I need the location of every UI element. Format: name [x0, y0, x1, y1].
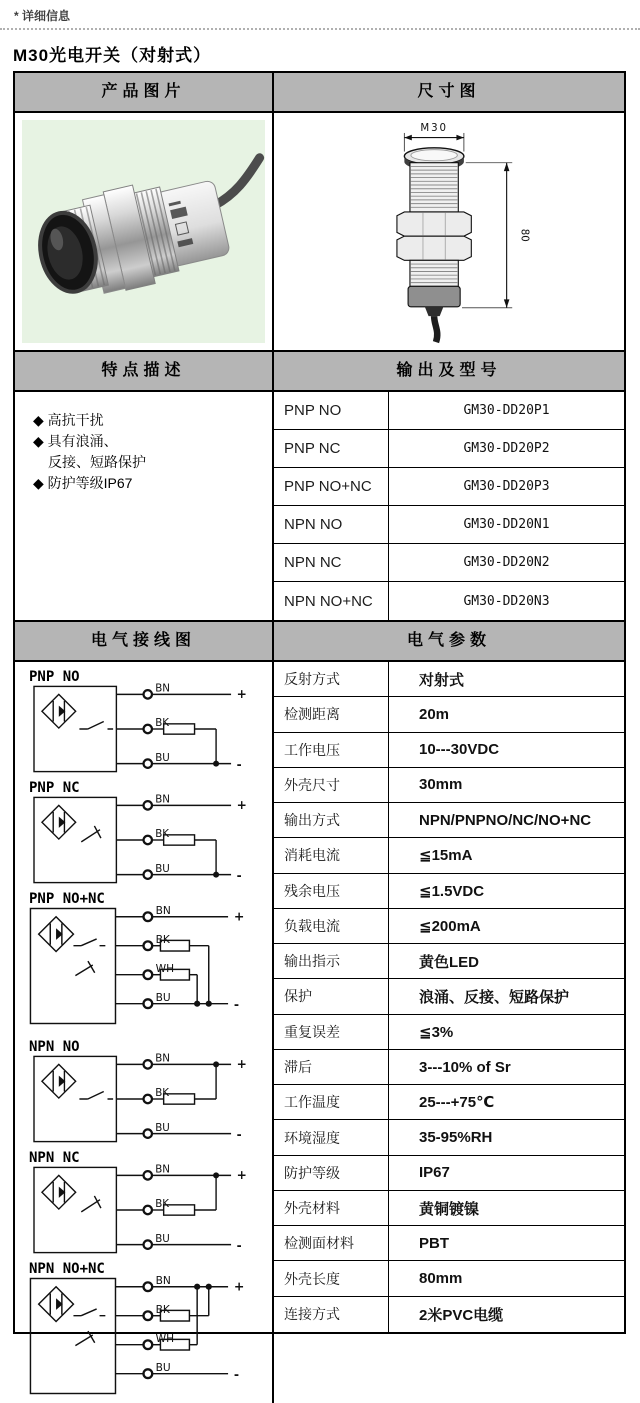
param-label: 检测面材料 [274, 1226, 389, 1260]
wire-label-bn: BN [155, 1052, 170, 1065]
wire-label-bu: BU [155, 751, 170, 764]
param-row [274, 944, 624, 979]
param-value: 黄色LED [419, 953, 480, 971]
param-label: 保护 [274, 979, 389, 1013]
wire-label-bk: BK [155, 717, 170, 730]
product-photo-cell [15, 113, 274, 350]
param-label: 输出方式 [274, 803, 389, 837]
param-row [274, 1297, 624, 1332]
wire-label-bk: BK [155, 1302, 170, 1316]
header-product-image: 产品图片 [15, 73, 274, 111]
feature-line: 反接、短路保护 [48, 454, 146, 470]
wiring-title: PNP NO+NC [29, 891, 105, 907]
param-row [274, 874, 624, 909]
param-label: 环境湿度 [274, 1120, 389, 1154]
wiring-params-row [15, 662, 624, 1382]
model-number: GM30-DD20P1 [463, 403, 550, 418]
model-row [274, 392, 624, 430]
param-label: 外壳长度 [274, 1261, 389, 1295]
param-label: 残余电压 [274, 874, 389, 908]
polarity-plus: + [236, 687, 247, 702]
param-label: 工作电压 [274, 733, 389, 767]
param-row [274, 1261, 624, 1296]
polarity-minus: - [233, 1366, 240, 1382]
param-value: 30mm [419, 776, 463, 794]
wire-label-bn: BN [155, 793, 170, 806]
param-label: 工作温度 [274, 1085, 389, 1119]
wiring-title: PNP NC [29, 780, 80, 796]
feature-line: ◆ 防护等级IP67 [33, 475, 133, 491]
param-label: 重复误差 [274, 1015, 389, 1049]
param-value: ≦200mA [419, 917, 481, 935]
model-output: NPN NC [274, 544, 389, 581]
param-value: 2米PVC电缆 [419, 1306, 504, 1324]
param-label: 检测距离 [274, 697, 389, 731]
param-label: 连接方式 [274, 1297, 389, 1332]
wiring-title: NPN NC [29, 1150, 80, 1166]
param-value: 35-95%RH [419, 1129, 493, 1147]
param-value: 对射式 [419, 671, 465, 689]
features-models-row [15, 392, 624, 620]
param-label: 外壳材料 [274, 1191, 389, 1225]
features-list [15, 392, 274, 620]
polarity-plus: + [236, 1168, 247, 1183]
param-row [274, 662, 624, 697]
param-label: 外壳尺寸 [274, 768, 389, 802]
polarity-plus: + [233, 908, 245, 924]
param-value: ≦15mA [419, 847, 473, 865]
feature-line: ◆ 高抗干扰 [33, 412, 104, 428]
param-row [274, 1050, 624, 1085]
param-value: ≦3% [419, 1023, 454, 1041]
header-features: 特点描述 [15, 352, 274, 390]
param-row [274, 838, 624, 873]
product-photo [22, 120, 265, 343]
model-output: PNP NC [274, 430, 389, 467]
circuit-npn-nc [29, 1163, 259, 1254]
wire-label-bu: BU [155, 1121, 170, 1134]
param-label: 滞后 [274, 1050, 389, 1084]
wire-label-bu: BU [155, 990, 171, 1004]
diameter-dim-label: M30 [420, 123, 448, 135]
wire-label-bu: BU [155, 862, 170, 875]
wiring-title: PNP NO [29, 669, 80, 685]
polarity-minus: - [236, 868, 242, 883]
wire-label-wh: WH [155, 1331, 175, 1345]
polarity-plus: + [236, 798, 247, 813]
param-row [274, 1156, 624, 1191]
wiring-diagram-npn-nc [29, 1151, 272, 1259]
polarity-minus: - [236, 1127, 242, 1142]
model-number: GM30-DD20N3 [463, 593, 550, 609]
param-row [274, 1191, 624, 1226]
model-row [274, 544, 624, 582]
param-value: 3---10% of Sr [419, 1058, 511, 1076]
header-wiring: 电气接线图 [15, 622, 274, 660]
model-output: NPN NO+NC [274, 582, 389, 620]
model-row [274, 582, 624, 620]
wiring-diagram-pnp-nc [29, 781, 272, 889]
wiring-diagram-pnp-no [29, 670, 272, 778]
header-params: 电气参数 [406, 632, 491, 649]
param-row [274, 1226, 624, 1261]
param-label: 消耗电流 [274, 838, 389, 872]
param-label: 防护等级 [274, 1156, 389, 1190]
wiring-diagram-npn-nonc [29, 1262, 272, 1400]
model-row [274, 468, 624, 506]
feature-line: ◆ 具有浪涌、 [33, 433, 118, 449]
wire-label-bu: BU [155, 1232, 170, 1245]
model-number: GM30-DD20P3 [463, 479, 550, 494]
param-label: 输出指示 [274, 944, 389, 978]
circuit-pnp-nonc [29, 903, 259, 1025]
param-value: 10---30VDC [419, 741, 500, 759]
param-row [274, 697, 624, 732]
circuit-npn-nonc [29, 1273, 259, 1395]
circuit-pnp-nc [29, 793, 259, 884]
wire-label-bk: BK [155, 1198, 170, 1211]
model-output: NPN NO [274, 506, 389, 543]
param-row [274, 979, 624, 1014]
dotted-divider [0, 28, 640, 30]
wire-label-bn: BN [155, 903, 171, 917]
media-row [15, 113, 624, 350]
header-models: 输出及型号 [396, 362, 502, 379]
param-value: 25---+75℃ [419, 1094, 495, 1112]
param-value: IP67 [419, 1164, 450, 1182]
model-number: GM30-DD20N2 [463, 555, 550, 570]
wire-label-bn: BN [155, 682, 170, 695]
wire-label-bn: BN [155, 1273, 171, 1287]
param-value: 浪涌、反接、短路保护 [419, 988, 570, 1006]
header-dimension: 尺寸图 [417, 83, 481, 100]
param-label: 负载电流 [274, 909, 389, 943]
wire-label-bk: BK [155, 1087, 170, 1100]
wiring-diagram-pnp-nonc [29, 892, 272, 1030]
wire-label-bk: BK [155, 932, 170, 946]
param-row [274, 1120, 624, 1155]
params-table [274, 662, 624, 1332]
circuit-pnp-no [29, 682, 259, 773]
dimension-drawing-cell [274, 113, 624, 350]
param-row [274, 1015, 624, 1050]
wire-label-bn: BN [155, 1163, 170, 1176]
wiring-diagram-npn-no [29, 1040, 272, 1148]
wiring-diagrams [15, 662, 274, 1403]
polarity-plus: + [233, 1278, 245, 1294]
param-value: NPN/PNPNO/NC/NO+NC [419, 811, 592, 829]
param-value: PBT [419, 1234, 449, 1252]
model-row [274, 506, 624, 544]
page-title: M30光电开关（对射式） [13, 46, 212, 65]
polarity-minus: - [236, 1238, 242, 1253]
wiring-title: NPN NO [29, 1039, 80, 1055]
param-row [274, 909, 624, 944]
model-output: PNP NO [274, 392, 389, 429]
spec-table [13, 71, 626, 1382]
header-row-media [15, 73, 624, 113]
polarity-minus: - [233, 996, 240, 1012]
param-row [274, 733, 624, 768]
wire-label-wh: WH [155, 961, 175, 975]
polarity-plus: + [236, 1057, 247, 1072]
param-value: 80mm [419, 1270, 463, 1288]
header-row-features [15, 350, 624, 392]
model-output: PNP NO+NC [274, 468, 389, 505]
models-table [274, 392, 624, 620]
length-dim-label: 80 [518, 228, 530, 242]
model-number: GM30-DD20P2 [463, 441, 550, 456]
circuit-npn-no [29, 1052, 259, 1143]
model-number: GM30-DD20N1 [463, 517, 550, 532]
wiring-title: NPN NO+NC [29, 1261, 105, 1277]
wire-label-bk: BK [155, 828, 170, 841]
param-value: 黄铜镀镍 [419, 1200, 480, 1218]
param-row [274, 803, 624, 838]
polarity-minus: - [236, 757, 242, 772]
param-value: 20m [419, 705, 450, 723]
param-label: 反射方式 [274, 662, 389, 696]
param-row [274, 1085, 624, 1120]
param-value: ≦1.5VDC [419, 882, 485, 900]
param-row [274, 768, 624, 803]
header-row-electrical [15, 620, 624, 662]
detail-info-note: * 详细信息 [14, 9, 71, 23]
dimension-drawing [341, 119, 557, 344]
model-row [274, 430, 624, 468]
wire-label-bu: BU [155, 1360, 171, 1374]
